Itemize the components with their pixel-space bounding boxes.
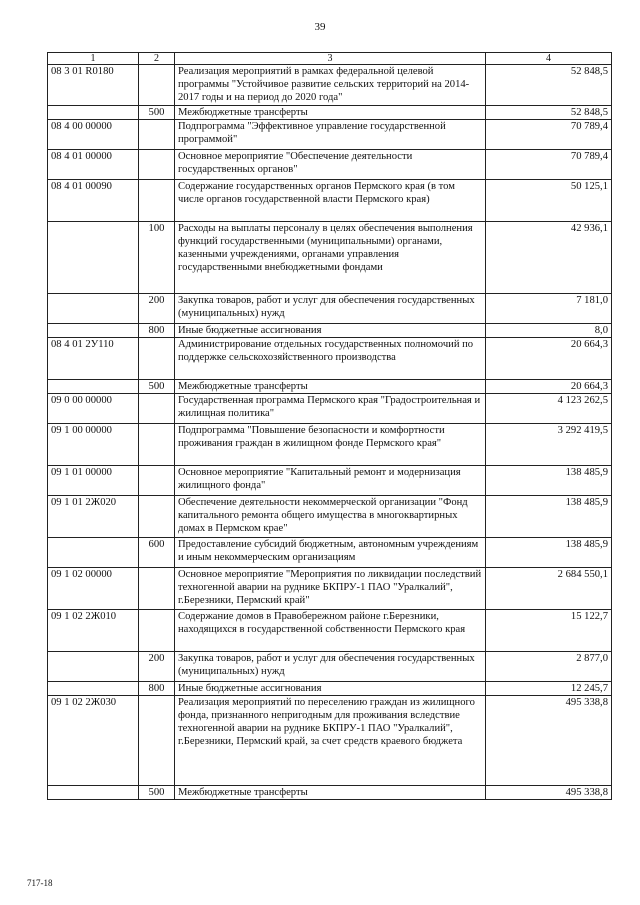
row-code: 08 4 00 00000	[48, 120, 139, 150]
table-row	[48, 682, 612, 696]
row-amount: 495 338,8	[486, 696, 612, 786]
row-amount: 3 292 419,5	[486, 424, 612, 466]
row-amount: 138 485,9	[486, 538, 612, 568]
row-amount: 495 338,8	[486, 786, 612, 800]
row-name: Закупка товаров, работ и услуг для обеспечения государственных (муниципальных) нужд	[175, 294, 486, 324]
row-expense-type: 200	[139, 652, 175, 682]
header-col-1: 1	[48, 53, 139, 65]
row-name: Основное мероприятие "Обеспечение деятельности государственных органов"	[175, 150, 486, 180]
row-code: 09 1 02 2Ж030	[48, 696, 139, 786]
row-name: Реализация мероприятий по переселению граждан из жилищного фонда, признанного непригодным для проживания вследствие техногенной аварии на руднике БКПРУ-1 ПАО "Уралкалий", г.Березники, Пермский край, за счет средств краевого бюджета	[175, 696, 486, 786]
row-amount: 50 125,1	[486, 180, 612, 222]
row-expense-type	[139, 466, 175, 496]
table-row	[48, 568, 612, 610]
row-amount: 52 848,5	[486, 65, 612, 106]
row-amount: 7 181,0	[486, 294, 612, 324]
row-name: Содержание государственных органов Пермского края (в том числе органов государственной власти Пермского края)	[175, 180, 486, 222]
row-code	[48, 380, 139, 394]
row-name: Обеспечение деятельности некоммерческой организации "Фонд капитального ремонта общего имущества в многоквартирных домах в Пермском крае"	[175, 496, 486, 538]
table-row	[48, 496, 612, 538]
table-row	[48, 338, 612, 380]
row-amount: 42 936,1	[486, 222, 612, 294]
row-name: Реализация мероприятий в рамках федеральной целевой программы "Устойчивое развитие сельских территорий на 2014-2017 годы и на период до 2020 года"	[175, 65, 486, 106]
row-code: 08 4 01 00090	[48, 180, 139, 222]
row-amount: 70 789,4	[486, 150, 612, 180]
row-expense-type	[139, 568, 175, 610]
row-expense-type	[139, 150, 175, 180]
row-expense-type	[139, 424, 175, 466]
table-row	[48, 652, 612, 682]
row-code	[48, 324, 139, 338]
row-name: Основное мероприятие "Капитальный ремонт и модернизация жилищного фонда"	[175, 466, 486, 496]
table-row	[48, 786, 612, 800]
row-code: 08 3 01 R0180	[48, 65, 139, 106]
row-amount: 2 684 550,1	[486, 568, 612, 610]
table-row	[48, 696, 612, 786]
row-amount: 8,0	[486, 324, 612, 338]
row-code	[48, 786, 139, 800]
row-expense-type: 500	[139, 786, 175, 800]
row-code: 09 1 00 00000	[48, 424, 139, 466]
footer-code: 717-18	[27, 878, 53, 888]
row-amount: 2 877,0	[486, 652, 612, 682]
row-expense-type	[139, 338, 175, 380]
row-code: 09 1 01 00000	[48, 466, 139, 496]
row-code: 08 4 01 00000	[48, 150, 139, 180]
table-row	[48, 106, 612, 120]
row-name: Содержание домов в Правобережном районе г.Березники, находящихся в государственной собственности Пермского края	[175, 610, 486, 652]
row-name: Подпрограмма "Эффективное управление государственной программой"	[175, 120, 486, 150]
row-name: Межбюджетные трансферты	[175, 380, 486, 394]
row-expense-type	[139, 120, 175, 150]
budget-table	[47, 52, 612, 800]
row-expense-type	[139, 496, 175, 538]
table-row	[48, 538, 612, 568]
table-row	[48, 324, 612, 338]
row-amount: 70 789,4	[486, 120, 612, 150]
row-amount: 15 122,7	[486, 610, 612, 652]
table-row	[48, 222, 612, 294]
row-amount: 20 664,3	[486, 338, 612, 380]
row-amount: 12 245,7	[486, 682, 612, 696]
page-number: 39	[314, 21, 326, 33]
row-expense-type	[139, 180, 175, 222]
header-col-3: 3	[175, 53, 486, 65]
row-expense-type	[139, 696, 175, 786]
table-row	[48, 610, 612, 652]
table-row	[48, 65, 612, 106]
row-amount: 20 664,3	[486, 380, 612, 394]
row-code: 09 1 02 2Ж010	[48, 610, 139, 652]
row-name: Расходы на выплаты персоналу в целях обеспечения выполнения функций государственными (муниципальными) органами, казенными учреждениями, органами управления государственными внебюджетными фондами	[175, 222, 486, 294]
row-expense-type	[139, 65, 175, 106]
row-name: Основное мероприятие "Мероприятия по ликвидации последствий техногенной аварии на руднике БКПРУ-1 ПАО "Уралкалий", г.Березники, Пермский край"	[175, 568, 486, 610]
table-row	[48, 180, 612, 222]
row-expense-type: 200	[139, 294, 175, 324]
table-row	[48, 466, 612, 496]
row-expense-type	[139, 394, 175, 424]
table-row	[48, 394, 612, 424]
table-row	[48, 380, 612, 394]
row-expense-type	[139, 610, 175, 652]
table-header-row	[48, 53, 612, 65]
row-name: Предоставление субсидий бюджетным, автономным учреждениям и иным некоммерческим организациям	[175, 538, 486, 568]
table-row	[48, 120, 612, 150]
row-expense-type: 800	[139, 324, 175, 338]
header-col-4: 4	[486, 53, 612, 65]
row-amount: 52 848,5	[486, 106, 612, 120]
row-amount: 138 485,9	[486, 466, 612, 496]
row-code	[48, 106, 139, 120]
row-code	[48, 652, 139, 682]
row-expense-type: 600	[139, 538, 175, 568]
row-code	[48, 294, 139, 324]
row-expense-type: 500	[139, 380, 175, 394]
row-amount: 138 485,9	[486, 496, 612, 538]
row-name: Закупка товаров, работ и услуг для обеспечения государственных (муниципальных) нужд	[175, 652, 486, 682]
row-name: Подпрограмма "Повышение безопасности и комфортности проживания граждан в жилищном фонде Пермского края"	[175, 424, 486, 466]
row-code	[48, 222, 139, 294]
table-row	[48, 294, 612, 324]
row-name: Администрирование отдельных государственных полномочий по поддержке сельскохозяйственного производства	[175, 338, 486, 380]
row-name: Государственная программа Пермского края "Градостроительная и жилищная политика"	[175, 394, 486, 424]
row-code: 09 1 01 2Ж020	[48, 496, 139, 538]
header-col-2: 2	[139, 53, 175, 65]
row-name: Иные бюджетные ассигнования	[175, 324, 486, 338]
row-name: Межбюджетные трансферты	[175, 106, 486, 120]
row-name: Межбюджетные трансферты	[175, 786, 486, 800]
row-code: 09 0 00 00000	[48, 394, 139, 424]
table-row	[48, 424, 612, 466]
row-code	[48, 682, 139, 696]
row-name: Иные бюджетные ассигнования	[175, 682, 486, 696]
row-amount: 4 123 262,5	[486, 394, 612, 424]
row-code	[48, 538, 139, 568]
row-expense-type: 100	[139, 222, 175, 294]
row-expense-type: 500	[139, 106, 175, 120]
table-row	[48, 150, 612, 180]
row-code: 09 1 02 00000	[48, 568, 139, 610]
row-expense-type: 800	[139, 682, 175, 696]
row-code: 08 4 01 2У110	[48, 338, 139, 380]
